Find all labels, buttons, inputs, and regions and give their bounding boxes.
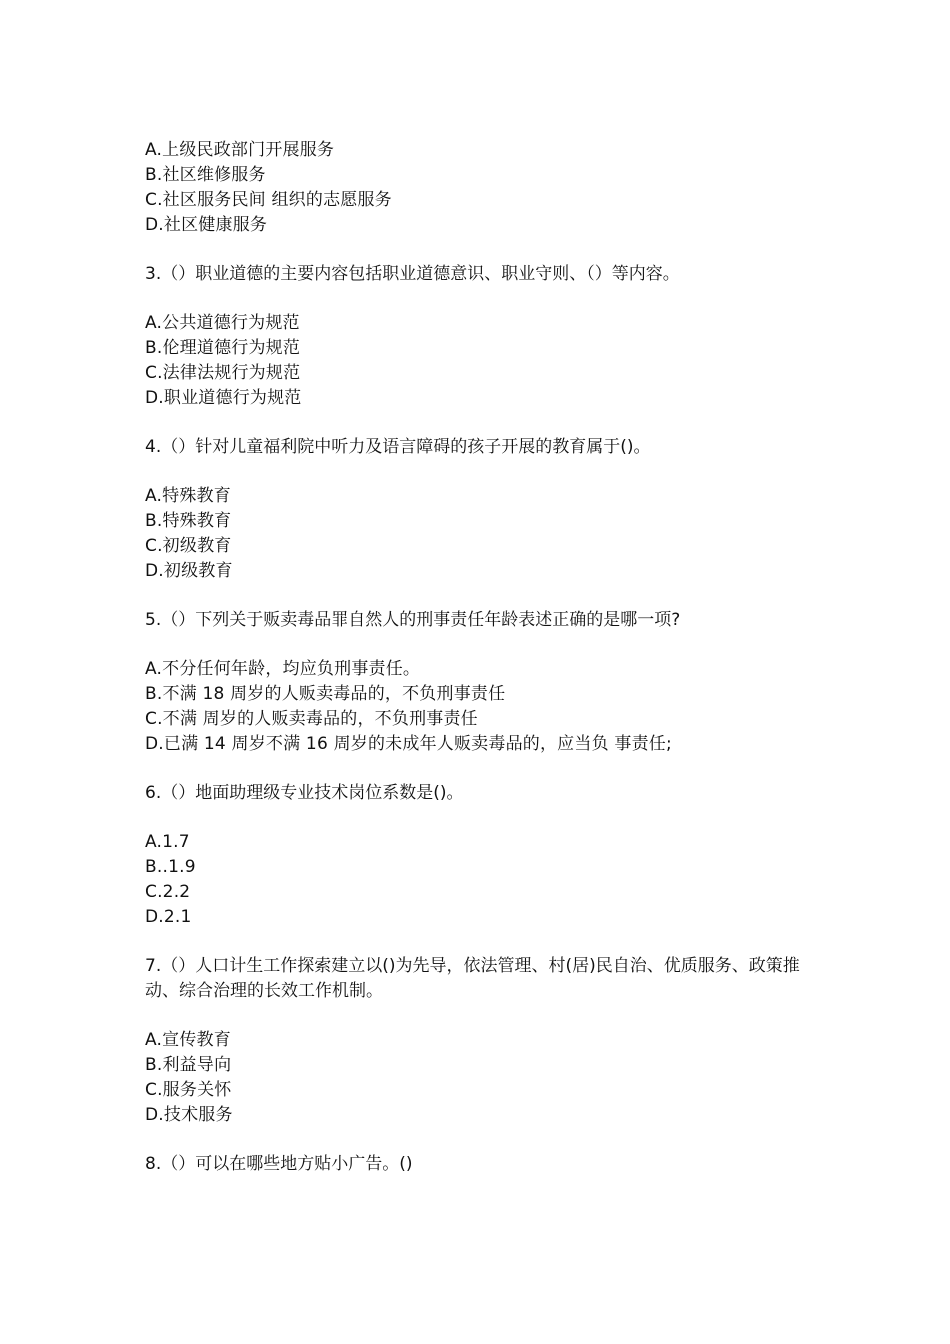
option-c: C.不满 周岁的人贩卖毒品的，不负刑事责任 [145,709,478,729]
question-text: 7.（）人口计生工作探索建立以()为先导，依法管理、村(居)民自治、优质服务、政策推动、综合治理的长效工作机制。 [145,956,800,1001]
option-c: C.2.2 [145,882,191,902]
option-a: A.特殊教育 [145,486,231,506]
option-b: B.特殊教育 [145,511,232,531]
spacer [145,1128,845,1152]
previous-question-options [145,138,845,238]
option-a: A.公共道德行为规范 [145,313,300,333]
question-text: 8.（）可以在哪些地方贴小广告。() [145,1154,413,1174]
option-c: C.社区服务民间 组织的志愿服务 [145,190,392,210]
spacer [145,806,845,830]
option-b: B.不满 18 周岁的人贩卖毒品的，不负刑事责任 [145,684,506,704]
option-c: C.法律法规行为规范 [145,363,301,383]
spacer [145,411,845,435]
spacer [145,757,845,781]
option-d: D.社区健康服务 [145,215,268,235]
question-6 [145,781,845,930]
option-d: D.已满 14 周岁不满 16 周岁的未成年人贩卖毒品的，应当负 事责任; [145,734,672,754]
spacer [145,238,845,262]
question-text: 6.（）地面助理级专业技术岗位系数是()。 [145,783,464,803]
option-a: A.上级民政部门开展服务 [145,140,335,160]
option-d: D.职业道德行为规范 [145,388,302,408]
question-7 [145,954,845,1128]
option-a: A.不分任何年龄，均应负刑事责任。 [145,659,421,679]
option-b: B..1.9 [145,857,196,877]
spacer [145,287,845,311]
spacer [145,460,845,484]
question-8 [145,1152,845,1177]
option-d: D.2.1 [145,907,192,927]
option-a: A.宣传教育 [145,1030,231,1050]
spacer [145,584,845,608]
option-d: D.技术服务 [145,1105,233,1125]
option-b: B.利益导向 [145,1055,232,1075]
option-b: B.伦理道德行为规范 [145,338,301,358]
option-b: B.社区维修服务 [145,165,266,185]
question-4 [145,435,845,584]
question-list [145,138,845,1177]
option-c: C.服务关怀 [145,1080,232,1100]
question-text: 5.（）下列关于贩卖毒品罪自然人的刑事责任年龄表述正确的是哪一项? [145,610,681,630]
question-3 [145,262,845,411]
question-text: 4.（）针对儿童福利院中听力及语言障碍的孩子开展的教育属于()。 [145,437,651,457]
option-a: A.1.7 [145,832,190,852]
spacer [145,930,845,954]
option-d: D.初级教育 [145,561,233,581]
spacer [145,633,845,657]
question-5 [145,608,845,757]
spacer [145,1004,845,1028]
option-c: C.初级教育 [145,536,232,556]
question-text: 3.（）职业道德的主要内容包括职业道德意识、职业守则、（）等内容。 [145,264,680,284]
